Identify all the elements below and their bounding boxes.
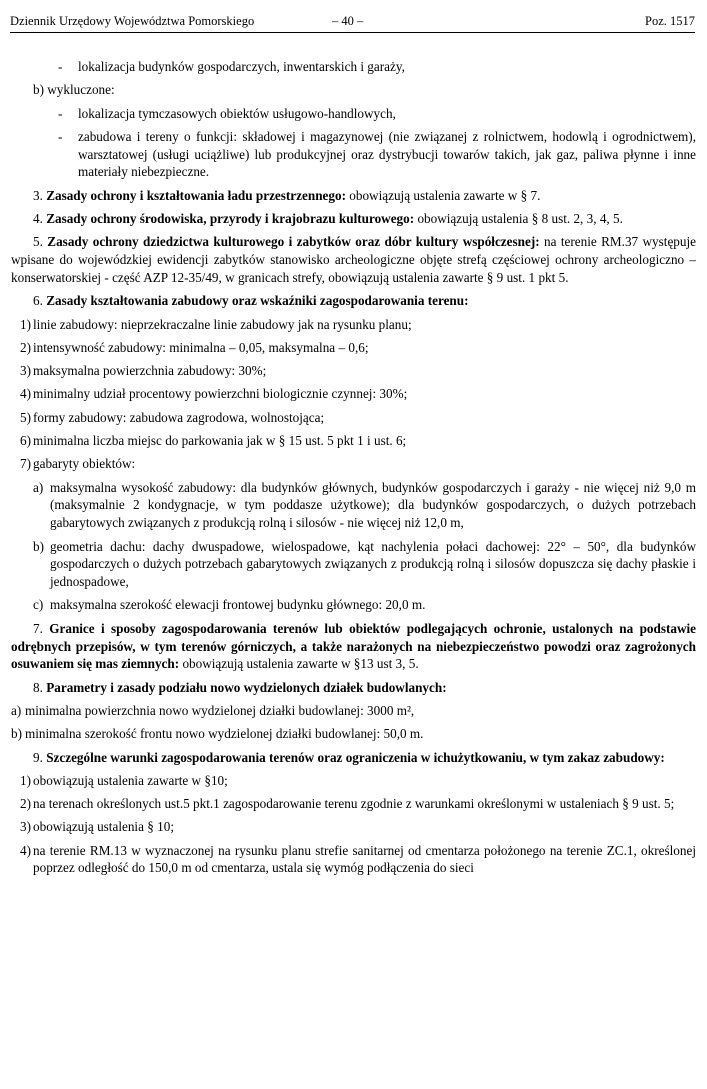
list-item (11, 596, 696, 614)
list-item-text: na terenach określonych ust.5 pkt.1 zagospodarowanie terenu zgodnie z warunkami określonymi w ustaleniach § 9 ust. 5; (33, 796, 675, 812)
item-marker: c) (33, 597, 44, 613)
item-marker: 6) (20, 433, 31, 449)
section-heading: Zasady kształtowania zabudowy oraz wskaźniki zagospodarowania terenu: (46, 293, 469, 309)
list-item-text: minimalna powierzchnia nowo wydzielonej działki budowlanej: 3000 m², (25, 702, 415, 718)
list-item-text: minimalny udział procentowy powierzchni biologicznie czynnej: 30%; (33, 386, 408, 402)
section-number: 8. (33, 679, 43, 695)
item-marker: 4) (20, 842, 31, 858)
section-heading: Parametry i zasady podziału nowo wydzielonych działek budowlanych: (46, 679, 447, 695)
list-item (11, 316, 696, 334)
list-item-text: intensywność zabudowy: minimalna – 0,05, maksymalna – 0,6; (33, 339, 369, 355)
item-marker: 4) (20, 386, 31, 402)
item-marker: 1) (20, 772, 31, 788)
list-item-text: b) wykluczone: (33, 82, 115, 98)
item-marker: 2) (20, 339, 31, 355)
list-item-text: maksymalna wysokość zabudowy: dla budynków głównych, budynków gospodarczych i garaży - nie więcej niż 9,0 m (maksymalnie 2 kondygnacje, w tym poddasze użytkowe); dla budynków gospodarczych, o dużych potrzebach gabarytowych związanych z produkcją rolną i silosów - nie więcej niż 12,0 m, (50, 479, 696, 531)
list-item-text: lokalizacja budynków gospodarczych, inwentarskich i garaży, (78, 59, 405, 74)
list-item (11, 479, 696, 532)
item-marker: b) (11, 726, 22, 742)
list-item-text: formy zabudowy: zabudowa zagrodowa, wolnostojąca; (33, 409, 325, 425)
list-item-text: na terenie RM.13 w wyznaczonej na rysunku planu strefie sanitarnej od cmentarza położonego na terenie ZC.1, określonej poprzez odległość do 150,0 m od cmentarza, ustala się wymóg podłączenia do sieci (33, 842, 696, 876)
list-item-text: geometria dachu: dachy dwuspadowe, wielospadowe, kąt nachylenia połaci dachowej: 22° – 50°, dla budynków gospodarczych o dużych potrzebach gabarytowych związanych z produkcją rolną i silosów dopuszcza się dachy płaskie i jednospadowe, (50, 538, 696, 590)
list-item (11, 455, 696, 473)
list-item-text: obowiązują ustalenia § 10; (33, 819, 174, 835)
page-number: – 40 – (332, 14, 364, 28)
section-4 (11, 210, 696, 228)
list-item (11, 842, 696, 878)
section-heading: Zasady ochrony dziedzictwa kulturowego i zabytków oraz dóbr kultury współczesnej: (47, 234, 540, 250)
item-marker: a) (11, 702, 22, 718)
dash-marker: - (58, 105, 63, 121)
journal-title: Dziennik Urzędowy Województwa Pomorskiego (10, 14, 255, 28)
section-9 (11, 749, 696, 767)
list-item (11, 105, 696, 123)
section-number: 5. (33, 234, 43, 250)
item-marker: 2) (20, 796, 31, 812)
list-item (11, 725, 696, 743)
item-marker: a) (33, 479, 44, 495)
page-header (10, 12, 695, 33)
list-item (11, 538, 696, 591)
item-marker: 3) (20, 819, 31, 835)
item-marker: b) (33, 538, 44, 554)
list-item-text: linie zabudowy: nieprzekraczalne linie zabudowy jak na rysunku planu; (33, 316, 412, 332)
list-item-text: gabaryty obiektów: (33, 456, 136, 472)
dash-marker: - (58, 128, 63, 144)
section-5 (11, 233, 696, 286)
item-marker: 7) (20, 456, 31, 472)
list-item (11, 772, 696, 790)
list-item (11, 818, 696, 836)
section-heading: Zasady ochrony i kształtowania ładu przestrzennego: (46, 187, 346, 203)
section-number: 7. (33, 620, 43, 636)
list-item (11, 81, 696, 99)
list-item (11, 409, 696, 427)
list-item-text: maksymalna powierzchnia zabudowy: 30%; (33, 363, 267, 379)
section-number: 3. (33, 187, 43, 203)
list-item-text: obowiązują ustalenia zawarte w §10; (33, 772, 228, 788)
section-7 (11, 620, 696, 673)
section-number: 6. (33, 293, 43, 309)
list-item-text: minimalna szerokość frontu nowo wydzielonej działki budowlanej: 50,0 m. (25, 726, 424, 742)
list-item (11, 362, 696, 380)
item-marker: 1) (20, 316, 31, 332)
list-item (11, 128, 696, 181)
dash-marker: - (58, 59, 63, 74)
section-number: 9. (33, 749, 43, 765)
list-item-text: minimalna liczba miejsc do parkowania jak w § 15 ust. 5 pkt 1 i ust. 6; (33, 433, 407, 449)
section-heading: Zasady ochrony środowiska, przyrody i krajobrazu kulturowego: (46, 211, 415, 227)
position-number: Poz. 1517 (645, 14, 695, 28)
list-item (11, 432, 696, 450)
list-item (11, 385, 696, 403)
section-3 (11, 187, 696, 205)
section-text: obowiązują ustalenia § 8 ust. 2, 3, 4, 5. (414, 211, 623, 227)
item-marker: 3) (20, 363, 31, 379)
list-item (11, 339, 696, 357)
section-6 (11, 292, 696, 310)
list-item (11, 702, 696, 720)
section-text: na terenie RM.37 występuje wpisane do wojewódzkiej ewidencji zabytków stanowisko archeologiczne objęte strefą częściowej ochrony archeologiczno – konserwatorskiej - część AZP 12-35/49, w granicach strefy, obowiązują ustalenia zawarte § 9 ust. 1 pkt 5. (11, 234, 696, 285)
document-body (11, 58, 696, 883)
section-heading: Granice i sposoby zagospodarowania terenów lub obiektów podlegających ochronie, ustalonych na podstawie odrębnych przepisów, w tym terenów górniczych, a także narażonych na niebezpieczeństwo powodzi oraz zagrożonych osuwaniem się mas ziemnych: (11, 620, 696, 672)
section-heading: Szczególne warunki zagospodarowania terenów oraz ograniczenia w ichużytkowaniu, w tym zakaz zabudowy: (46, 749, 665, 765)
list-item (11, 795, 696, 813)
list-item-text: lokalizacja tymczasowych obiektów usługowo-handlowych, (78, 105, 396, 121)
section-text: obowiązują ustalenia zawarte w §13 ust 3, 5. (179, 656, 419, 672)
section-number: 4. (33, 211, 43, 227)
section-text: obowiązują ustalenia zawarte w § 7. (345, 187, 541, 203)
list-item (11, 58, 696, 76)
list-item-text: maksymalna szerokość elewacji frontowej budynku głównego: 20,0 m. (50, 597, 426, 613)
section-8 (11, 679, 696, 697)
item-marker: 5) (20, 409, 31, 425)
list-item-text: zabudowa i tereny o funkcji: składowej i magazynowej (nie związanej z rolnictwem, hodowlą i ogrodnictwem), warsztatowej (usługi uciążliwe) lub produkcyjnej oraz dystrybucji towarów takich, jak gaz, paliwa płynne i inne materiały niebezpieczne. (78, 128, 696, 180)
